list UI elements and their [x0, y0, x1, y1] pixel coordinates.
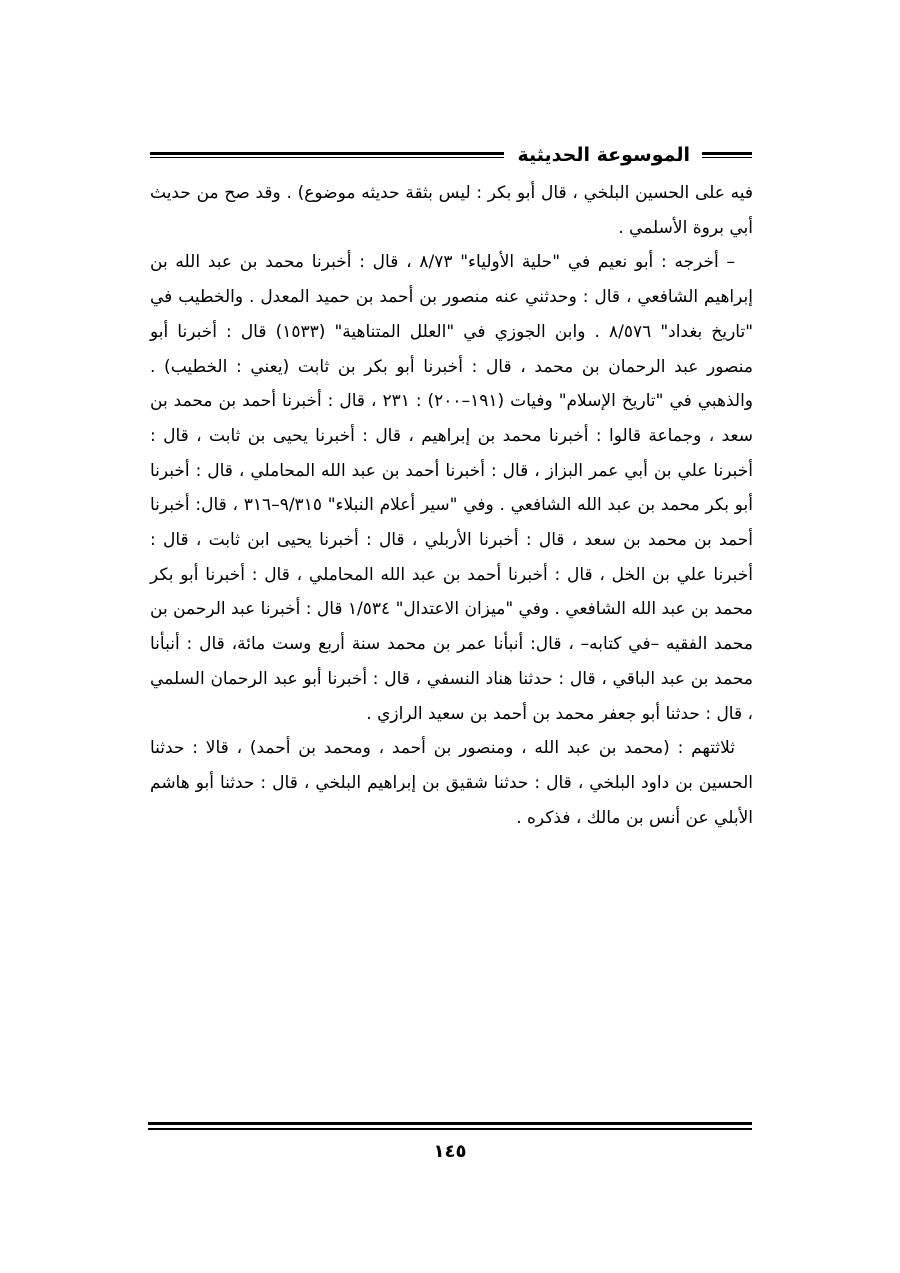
footer-rule-thin — [148, 1128, 752, 1130]
paragraph-continuation: فيه على الحسين البلخي ، قال أبو بكر : ليس بثقة حديثه موضوع) . وقد صح من حديث أبي بروة الأسلمي . — [150, 183, 753, 238]
header-rule-right — [702, 152, 752, 158]
paragraph-conclusion: ثلاثتهم : (محمد بن عبد الله ، ومنصور بن أحمد ، ومحمد بن أحمد) ، قالا : حدثنا الحسين بن داود البلخي ، قال : حدثنا شقيق بن إبراهيم البلخي ، قال : حدثنا أبو هاشم الأبلي عن أنس بن مالك ، فذكره . — [150, 738, 753, 828]
page-number: ١٤٥ — [433, 1141, 467, 1162]
header-title: الموسوعة الحديثية — [517, 144, 690, 166]
main-text — [150, 176, 753, 835]
footer-rule — [148, 1122, 752, 1130]
header-rule-left — [150, 152, 504, 158]
running-header — [150, 140, 752, 170]
paragraph-takhrij: – أخرجه : أبو نعيم في "حلية الأولياء" ٨/٧٣ ، قال : أخبرنا محمد بن عبد الله بن إبراهيم الشافعي ، قال : وحدثني عنه منصور بن أحمد بن حميد المعدل . والخطيب في "تاريخ بغداد" ٨/٥٧٦ . وابن الجوزي في "العلل المتناهية" (١٥٣٣) قال : أخبرنا أبو منصور عبد الرحمان بن محمد ، قال : أخبرنا أبو بكر بن ثابت (يعني : الخطيب) . والذهبي في "تاريخ الإسلام" وفيات (١٩١–٢٠٠) : ٢٣١ ، قال : أخبرنا أحمد بن محمد بن سعد ، وجماعة قالوا : أخبرنا محمد بن إبراهيم ، قال : أخبرنا يحيى بن ثابت ، قال : أخبرنا علي بن أبي عمر البزاز ، قال : أخبرنا أحمد بن عبد الله المحاملي ، قال : أخبرنا أبو بكر محمد بن عبد الله الشافعي . وفي "سير أعلام النبلاء" ٩/٣١٥–٣١٦ ، قال: أخبرنا أحمد بن محمد بن سعد ، قال : أخبرنا الأربلي ، قال : أخبرنا يحيى ابن ثابت ، قال : أخبرنا علي بن الخل ، قال : أخبرنا أحمد بن عبد الله المحاملي ، قال : أخبرنا أبو بكر محمد بن عبد الله الشافعي . وفي "ميزان الاعتدال" ١/٥٣٤ قال : أخبرنا عبد الرحمن بن محمد الفقيه –في كتابه– ، قال: أنبأنا عمر بن محمد سنة أربع وست مائة، قال : أنبأنا محمد بن عبد الباقي ، قال : حدثنا هناد النسفي ، قال : أخبرنا أبو عبد الرحمان السلمي ، قال : حدثنا أبو جعفر محمد بن أحمد بن سعيد الرازي . — [150, 252, 754, 724]
